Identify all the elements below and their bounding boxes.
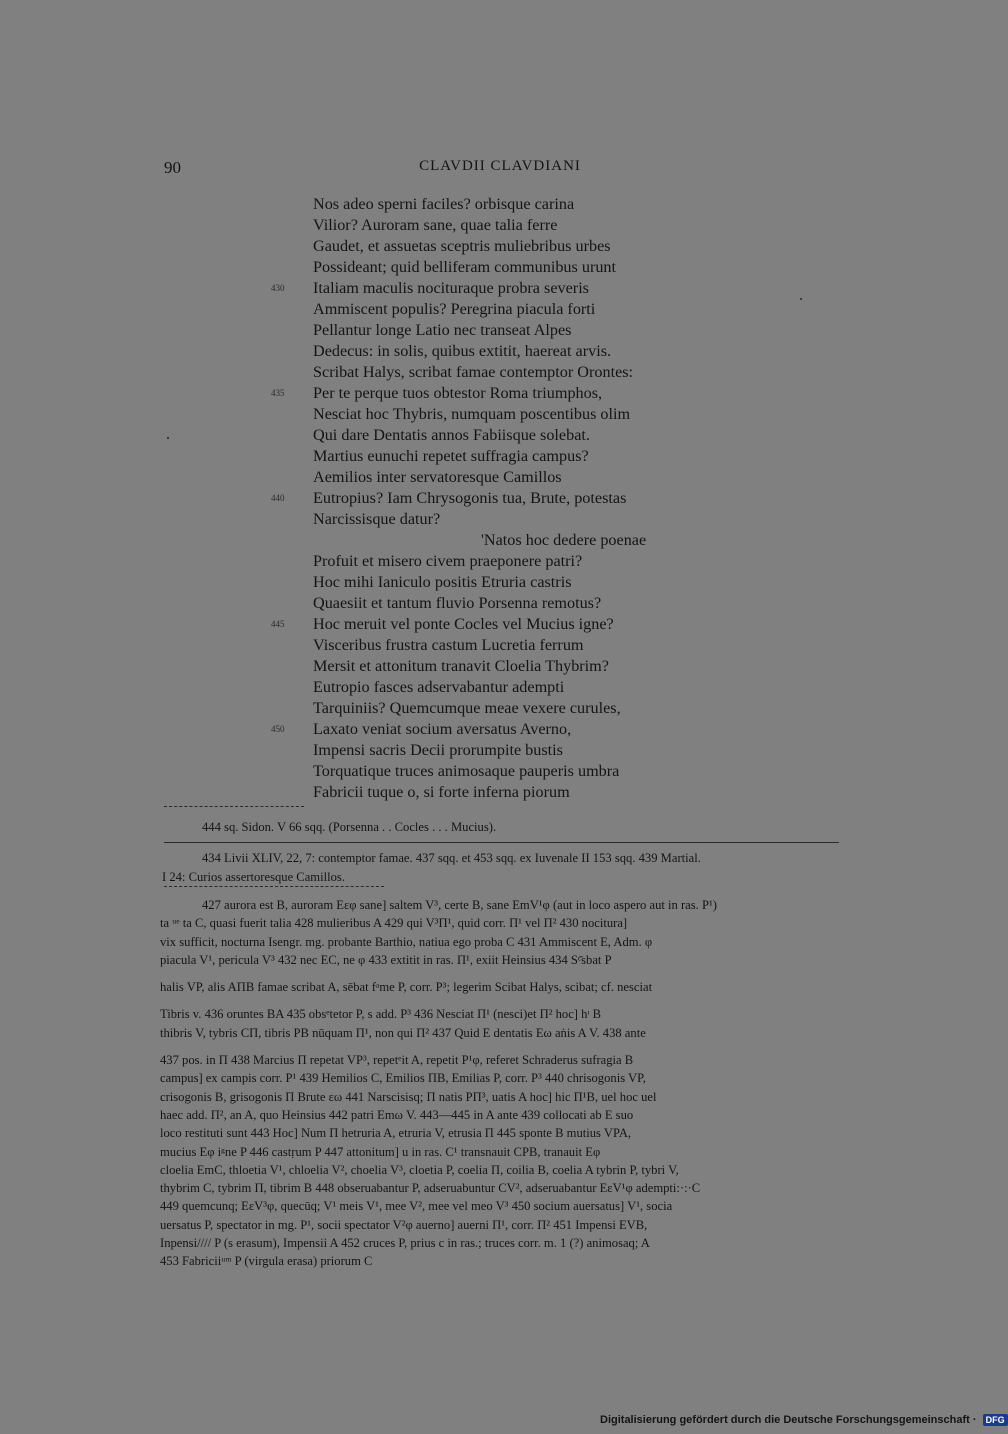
verse-line-text: Hoc mihi Ianiculo positis Etruria castris <box>313 573 572 591</box>
verse-line <box>313 740 833 761</box>
verse-line-text: Dedecus: in solis, quibus extitit, haereat arvis. <box>313 342 612 360</box>
verse-line <box>313 299 833 320</box>
apparatus-line <box>160 1051 840 1069</box>
verse-line-text: Mersit et attonitum tranavit Cloelia Thybrim? <box>313 657 609 675</box>
apparatus-line <box>160 1143 840 1161</box>
verse-line-text: Impensi sacris Decii prorumpite bustis <box>313 741 563 759</box>
testimonia-line <box>162 818 838 837</box>
verse-line <box>313 635 833 656</box>
apparatus-line-text: vix sufficit, nocturna Isengr. mg. probante Barthio, natiua ego proba C 431 Ammiscent E, Adm. φ <box>160 934 653 949</box>
separator-rule <box>164 842 839 843</box>
verse-line-text: Martius eunuchi repetet suffragia campus? <box>313 447 589 465</box>
verse-line <box>271 719 833 740</box>
testimonia-line-text: 444 sq. Sidon. V 66 sqq. (Porsenna . . Cocles . . . Mucius). <box>202 820 497 834</box>
running-head: CLAVDII CLAVDIANI <box>419 158 581 174</box>
apparatus-line-text: loco restituti sunt 443 Hoc] Num Π hetruria A, etruria V, etrusia Π 445 sponte B mutius VPA, <box>160 1126 632 1141</box>
verse-line-text: Possideant; quid belliferam communibus urunt <box>313 258 617 276</box>
verse-line-text: Tarquiniis? Quemcumque meae vexere curules, <box>313 699 621 717</box>
verse-line <box>271 488 833 509</box>
verse-line <box>313 677 833 698</box>
source-notes <box>162 849 838 887</box>
verse-line-text: Pellantur longe Latio nec transeat Alpes <box>313 321 572 339</box>
apparatus-line <box>160 1069 840 1087</box>
apparatus-line <box>160 896 840 914</box>
verse-line <box>313 467 833 488</box>
line-number: 430 <box>271 283 285 293</box>
line-number: 435 <box>271 388 285 398</box>
apparatus-line-text: haec add. Π², an A, quo Heinsius 442 patri Emω V. 443—445 in A ante 439 collocati ab E suo <box>160 1107 634 1122</box>
verse-line-text: Italiam maculis nocituraque probra severis <box>313 279 589 297</box>
apparatus-line <box>160 933 840 951</box>
apparatus-line-text: Inpensi//// P (s erasum), Impensii A 452 cruces P, prius c in ras.; truces corr. m. 1 (?) animosaq; A <box>160 1236 650 1251</box>
apparatus-line-text: thybrim C, tybrim Π, tibrim B 448 obseruabantur P, adseruabuntur CV², adseruabantur EεV¹φ adempti:·:·C <box>160 1181 701 1196</box>
separator-rule <box>164 806 304 807</box>
verse-line-text: Profuit et misero civem praeponere patri? <box>313 552 583 570</box>
apparatus-line-text: crisogonis B, grisogonis Π Brute εω 441 Narscisisq; Π natis PΠ³, uatis A hoc] hic Π¹B, uel hoc uel <box>160 1089 657 1104</box>
apparatus-line <box>160 1106 840 1124</box>
apparatus-line-text: Tibris v. 436 oruntes BA 435 obsᵉtetor P, s add. P³ 436 Nesciat Π¹ (nesci)et Π² hoc] hᶦ B <box>160 1007 602 1022</box>
verse-line <box>313 446 833 467</box>
apparatus-line-text: campus] ex campis corr. P¹ 439 Hemilios C, Emilios ΠB, Emilias P, corr. P³ 440 chrisogonis VP, <box>160 1071 646 1086</box>
apparatus-line-text: halis VP, alis AΠB famae scribat A, sēbat fᵃme P, corr. P³; legerim Scibat Halys, scibat; cf. nesciat <box>160 980 653 995</box>
apparatus-line <box>160 1124 840 1142</box>
verse-line <box>313 656 833 677</box>
scan-speck <box>800 298 802 300</box>
apparatus-line <box>160 1216 840 1234</box>
apparatus-line-text: 449 quemcunq; EεV³φ, quecūq; V¹ meis V¹, mee V², mee vel meo V³ 450 socium auersatus] V¹, socia <box>160 1199 673 1214</box>
verse-text <box>271 194 833 803</box>
source-line-text: 434 Livii XLIV, 22, 7: contemptor famae. 437 sqq. et 453 sqq. ex Iuvenale II 153 sqq. 439 Martial. <box>202 851 701 865</box>
line-number: 450 <box>271 724 285 734</box>
verse-line-text: Nos adeo sperni faciles? orbisque carina <box>313 195 575 213</box>
verse-line-text: Per te perque tuos obtestor Roma triumphos, <box>313 384 603 402</box>
verse-line <box>313 257 833 278</box>
verse-line <box>313 593 833 614</box>
verse-line <box>313 782 833 803</box>
verse-line-text: Aemilios inter servatoresque Camillos <box>313 468 562 486</box>
page-number: 90 <box>164 158 181 177</box>
apparatus-line-text: uersatus P, spectator in mg. P¹, socii spectator V²φ auerno] auerni Π¹, corr. Π² 451 Impensi EVB, <box>160 1217 648 1232</box>
apparatus-line-text: 427 aurora est B, auroram Eεφ sane] saltem V³, certe B, sane EmV¹φ (aut in loco aspero aut in ras. P¹) <box>202 898 717 912</box>
verse-line-text: Torquatique truces animosaque pauperis umbra <box>313 762 620 780</box>
verse-line-text: Vilior? Auroram sane, quae talia ferre <box>313 216 558 234</box>
verse-line-text: Visceribus frustra castum Lucretia ferrum <box>313 636 584 654</box>
source-line <box>162 849 838 868</box>
source-line-text: I 24: Curios assertoresque Camillos. <box>162 870 345 884</box>
digitization-footer <box>600 1414 1008 1426</box>
apparatus-line <box>160 1197 840 1215</box>
apparatus-line-text: thibris V, tybris CΠ, tibris PB nūquam Π¹, non qui Π² 437 Quid E dentatis Eω aṅis A V. 438 ante <box>160 1025 646 1040</box>
apparatus-line-text: mucius Eφ iᵍne P 446 castṛum P 447 attonitum] u in ras. C¹ transnauit CPB, tranauit Eφ <box>160 1144 601 1159</box>
apparatus-line-text: 437 pos. in Π 438 Marcius Π repetat VP³, repetᵉit A, repetit P¹φ, referet Schraderus sufragia B <box>160 1053 634 1068</box>
apparatus-line <box>160 1024 840 1042</box>
critical-apparatus <box>160 896 840 1271</box>
verse-line <box>313 425 833 446</box>
source-line <box>162 868 838 887</box>
verse-line-text: Gaudet, et assuetas sceptris muliebribus urbes <box>313 237 611 255</box>
verse-line-text: Narcissisque datur? <box>313 510 441 528</box>
verse-line <box>313 362 833 383</box>
apparatus-line <box>160 1179 840 1197</box>
verse-line <box>313 698 833 719</box>
verse-line <box>313 404 833 425</box>
line-number: 440 <box>271 493 285 503</box>
verse-line-text: Scribat Halys, scribat famae contemptor Orontes: <box>313 363 634 381</box>
testimonia-notes <box>162 818 838 837</box>
verse-line <box>313 761 833 782</box>
verse-line-text: Laxato veniat socium aversatus Averno, <box>313 720 572 738</box>
dfg-logo-icon: DFG <box>983 1414 1008 1426</box>
line-number: 445 <box>271 619 285 629</box>
footer-text: Digitalisierung gefördert durch die Deutsche Forschungsgemeinschaft · <box>600 1414 977 1426</box>
verse-line-text: Hoc meruit vel ponte Cocles vel Mucius igne? <box>313 615 614 633</box>
verse-line <box>313 236 833 257</box>
apparatus-line <box>160 978 840 996</box>
verse-line-text: Nesciat hoc Thybris, numquam poscentibus olim <box>313 405 631 423</box>
verse-line-text: Eutropio fasces adservabantur adempti <box>313 678 565 696</box>
apparatus-line <box>160 1252 840 1270</box>
verse-line <box>313 320 833 341</box>
verse-line <box>271 278 833 299</box>
verse-line <box>271 614 833 635</box>
verse-line-text: Quaesiit et tantum fluvio Porsenna remotus? <box>313 594 602 612</box>
apparatus-line <box>160 1161 840 1179</box>
verse-line <box>313 341 833 362</box>
apparatus-line <box>160 1005 840 1023</box>
apparatus-line <box>160 1088 840 1106</box>
apparatus-line <box>160 914 840 932</box>
verse-line-text: 'Natos hoc dedere poenae <box>481 531 647 549</box>
apparatus-line <box>160 951 840 969</box>
verse-line-text: Eutropius? Iam Chrysogonis tua, Brute, potestas <box>313 489 627 507</box>
verse-line <box>313 509 833 530</box>
verse-line <box>313 551 833 572</box>
apparatus-line-text: piacula V¹, pericula V³ 432 nec EC, ne φ 433 extitit in ras. Π¹, exiit Heinsius 434 Sᶜ̄sbat P <box>160 952 612 967</box>
verse-line <box>313 215 833 236</box>
verse-line <box>271 383 833 404</box>
separator-rule <box>164 886 384 887</box>
verse-line <box>313 194 833 215</box>
verse-line-text: Ammiscent populis? Peregrina piacula forti <box>313 300 596 318</box>
verse-line-text: Qui dare Dentatis annos Fabiisque solebat. <box>313 426 590 444</box>
apparatus-line <box>160 1234 840 1252</box>
apparatus-line-text: cloelia EmC, thloetia V¹, chloelia V², choelia V³, cloetia P, coelia Π, coilia B, coelia A tybrin P, tybri V, <box>160 1162 679 1177</box>
apparatus-line-text: ta ᵘᵉ ta C, quasi fuerit talia 428 mulieribus A 429 qui V³Π¹, quid corr. Π¹ vel Π² 430 nocitura] <box>160 916 628 931</box>
verse-line-text: Fabricii tuque o, si forte inferna piorum <box>313 783 570 801</box>
apparatus-line-text: 453 Fabriciiᵘᵐ P (virgula erasa) priorum C <box>160 1254 373 1269</box>
scan-speck <box>167 437 169 439</box>
verse-line <box>313 572 833 593</box>
verse-line <box>313 530 833 551</box>
